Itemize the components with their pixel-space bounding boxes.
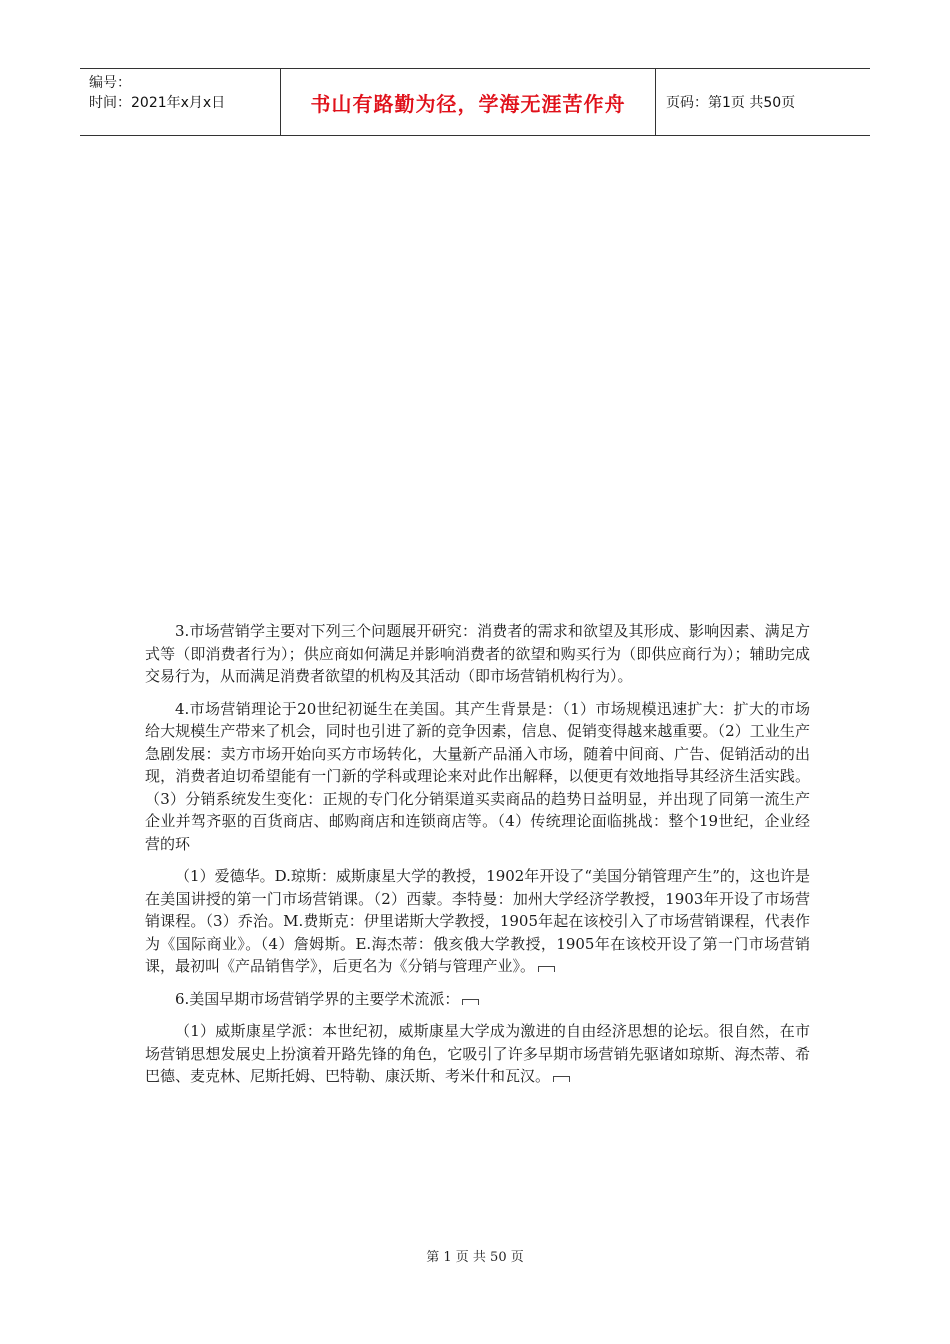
header-page-info: 页码：第1页 共50页 [666, 95, 796, 111]
page-footer: 第 1 页 共 50 页 [426, 1250, 524, 1265]
header-meta [80, 69, 281, 135]
paragraph-text: （1）爱德华。D.琼斯：威斯康星大学的教授，1902年开设了“美国分销管理产生”的，这也许是在美国讲授的第一门市场营销课。（2）西蒙。李特曼：加州大学经济学教授，1903年开设了市场营销课程。（3）乔治。M.费斯克：伊里诺斯大学教授，1905年起在该校引入了市场营销课程，代表作为《国际商业》。（4）詹姆斯。E.海杰蒂：俄亥俄大学教授，1905年在该校开设了第一门市场营销课，最初叫《产品销售学》，后更名为《分销与管理产业》。 [145, 867, 810, 975]
paragraph-end-mark-icon [538, 966, 555, 972]
paragraph-text: 6.美国早期市场营销学界的主要学术流派： [175, 989, 460, 1008]
page-header [80, 68, 870, 136]
paragraph-text: （1）威斯康星学派：本世纪初，威斯康星大学成为激进的自由经济思想的论坛。很自然，在市场营销思想发展史上扮演着开路先锋的角色，它吸引了许多早期市场营销先驱诸如琼斯、海杰蒂、希巴德、麦克林、尼斯托姆、巴特勒、康沃斯、考米什和瓦汉。 [145, 1022, 810, 1085]
paragraph-text: 4.市场营销理论于20世纪初诞生在美国。其产生背景是：（1）市场规模迅速扩大：扩大的市场给大规模生产带来了机会，同时也引进了新的竞争因素，信息、促销变得越来越重要。（2）工业生产急剧发展：卖方市场开始向买方市场转化，大量新产品涌入市场，随着中间商、广告、促销活动的出现，消费者迫切希望能有一门新的学科或理论来对此作出解释，以便更有效地指导其经济生活实践。（3）分销系统发生变化：正规的专门化分销渠道买卖商品的趋势日益明显，并出现了同第一流生产企业并驾齐驱的百货商店、邮购商店和连锁商店等。（4）传统理论面临挑战：整个19世纪，企业经营的环 [145, 699, 810, 853]
paragraph-end-mark-icon [462, 999, 479, 1005]
paragraph-wisconsin [145, 1020, 810, 1088]
paragraph-end-mark-icon [553, 1076, 570, 1082]
paragraph-authors [145, 865, 810, 978]
paragraph-3 [145, 620, 810, 688]
document-number-label: 编号： [89, 75, 131, 91]
document-body [145, 620, 810, 1098]
document-time-label: 时间：2021年x月x日 [89, 95, 226, 111]
paragraph-4 [145, 698, 810, 856]
header-motto: 书山有路勤为径，学海无涯苦作舟 [281, 69, 656, 135]
paragraph-6 [145, 988, 810, 1011]
paragraph-text: 3.市场营销学主要对下列三个问题展开研究：消费者的需求和欲望及其形成、影响因素、满足方式等（即消费者行为）；供应商如何满足并影响消费者的欲望和购买行为（即供应商行为）；辅助完成交易行为，从而满足消费者欲望的机构及其活动（即市场营销机构行为）。 [145, 622, 810, 685]
